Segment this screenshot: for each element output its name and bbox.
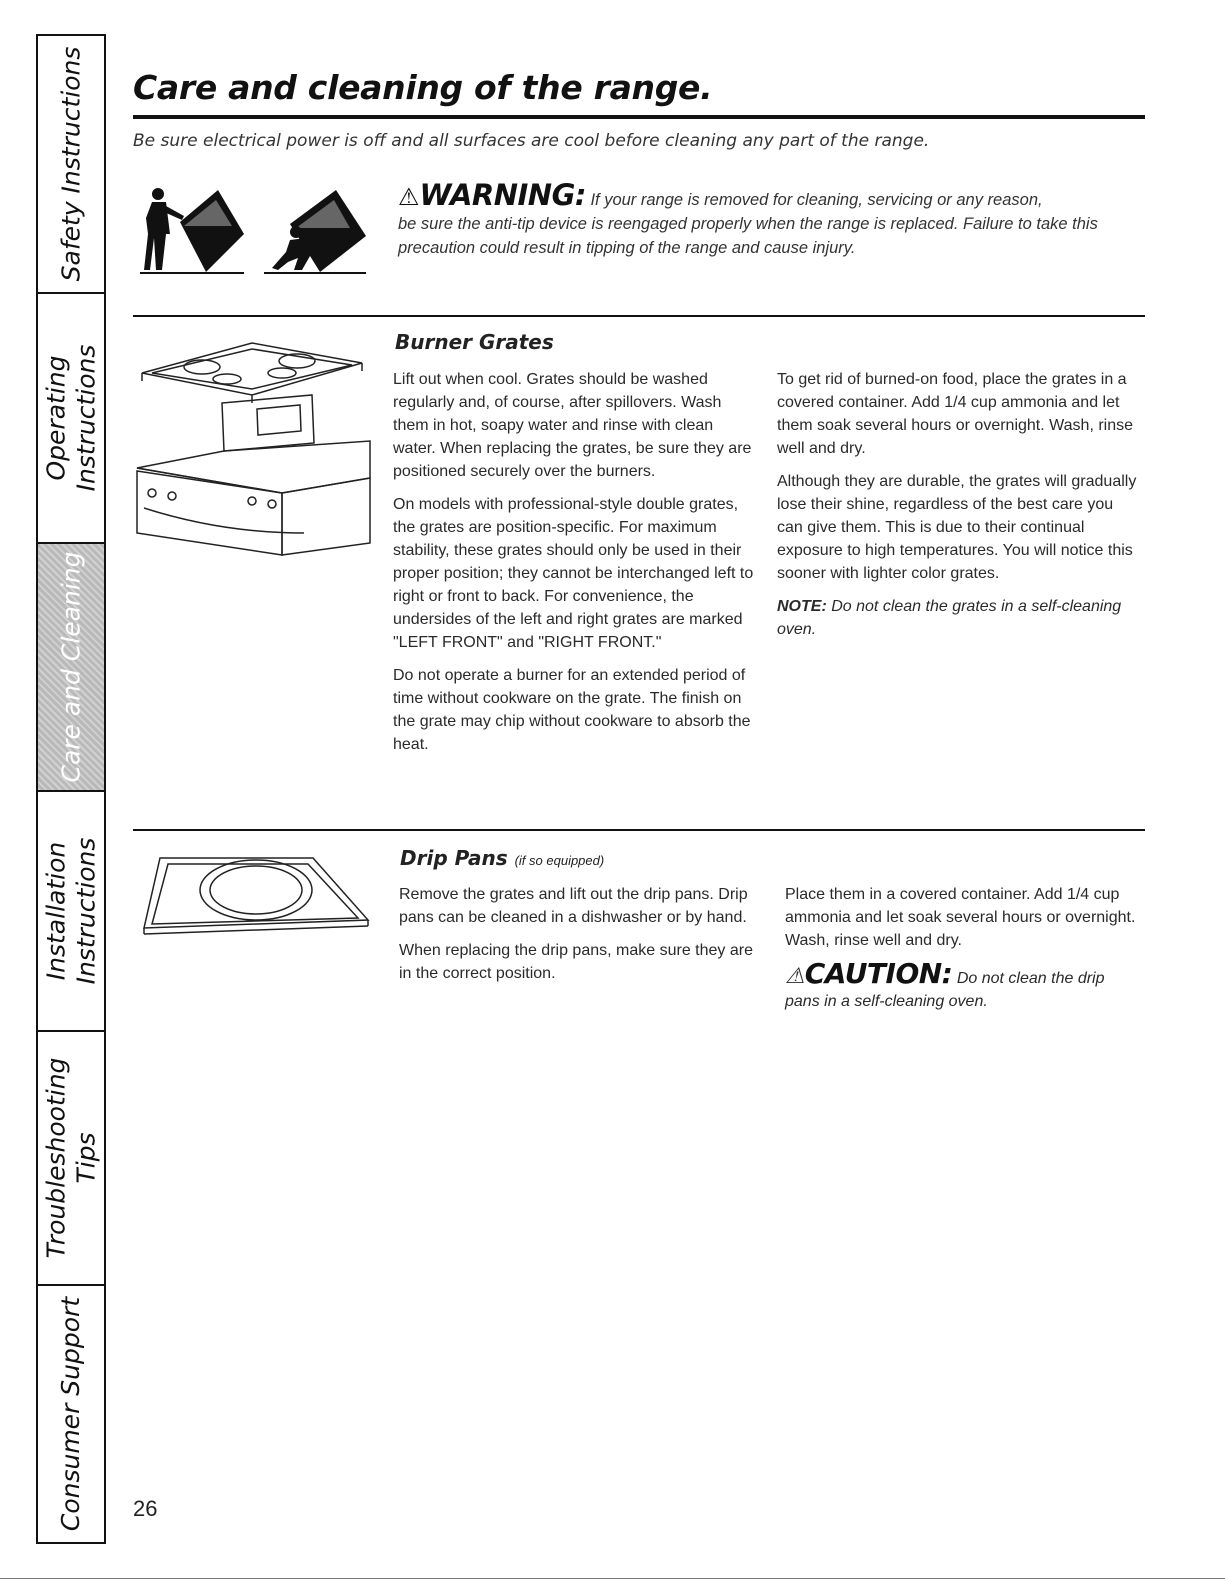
range-with-grates-illustration xyxy=(132,333,372,558)
drip-pans-title-note: (if so equipped) xyxy=(514,853,605,868)
caution-icon: ⚠ xyxy=(785,963,805,988)
drip-pans-right-column xyxy=(785,883,1140,1013)
tab-installation-instructions[interactable] xyxy=(38,792,104,1032)
sidebar-nav xyxy=(36,34,106,1544)
warning-icon: ⚠ xyxy=(398,184,420,211)
paragraph: Do not operate a burner for an extended period of time without cookware on the grate. The finish on the grate may chip without cookware to absorb the heat. xyxy=(393,667,751,753)
paragraph: Place them in a covered container. Add 1/4 cup ammonia and let soak several hours or overnight. Wash, rinse well and dry. xyxy=(785,886,1136,949)
drip-pans-title xyxy=(400,846,604,870)
page-subtitle: Be sure electrical power is off and all surfaces are cool before cleaning any part of the range. xyxy=(133,131,930,151)
burner-grates-right-column xyxy=(777,368,1139,651)
tab-label: Care and Cleaning xyxy=(56,551,86,783)
drip-pans-left-column xyxy=(399,883,769,995)
paragraph: Lift out when cool. Grates should be washed regularly and, of course, after spillovers. Wash them in hot, soapy water and rinse with clean water. When replacing the grates, be sure they are positioned securely over the burners. xyxy=(393,371,752,480)
warning-lead: If your range is removed for cleaning, servicing or any reason, xyxy=(590,191,1043,209)
caution-heading: CAUTION: xyxy=(804,957,953,990)
tab-label: Consumer Support xyxy=(56,1296,86,1532)
warning-heading: WARNING: xyxy=(419,178,586,212)
tab-safety-instructions[interactable] xyxy=(38,36,104,294)
tab-label: Operating Instructions xyxy=(41,344,101,492)
burner-grates-left-column xyxy=(393,368,755,766)
anti-tip-warning xyxy=(398,178,1143,260)
caution-text: Do not clean the drip pans in a self-cleaning oven. xyxy=(785,970,1105,1010)
tab-consumer-support[interactable] xyxy=(38,1286,104,1542)
tab-label: Safety Instructions xyxy=(56,46,85,282)
tab-label: Troubleshooting Tips xyxy=(41,1057,100,1259)
paragraph: Remove the grates and lift out the drip pans. Drip pans can be cleaned in a dishwasher or by hand. xyxy=(399,886,748,926)
page-title: Care and cleaning of the range. xyxy=(133,68,713,107)
drip-pans-title-text: Drip Pans xyxy=(400,846,508,870)
paragraph: On models with professional-style double grates, the grates are position-specific. For maximum stability, these grates should only be used in their proper position; they cannot be interchanged left to right or front to back. For convenience, the undersides of the left and right grates are marked "LEFT FRONT" and "RIGHT FRONT." xyxy=(393,496,754,651)
caution-notice xyxy=(785,957,1140,1013)
paragraph: To get rid of burned-on food, place the grates in a covered container. Add 1/4 cup ammonia and let them soak several hours or overnight. Wash, rinse well and dry. xyxy=(777,371,1134,457)
section-divider xyxy=(133,315,1145,317)
page-number: 26 xyxy=(133,1496,158,1521)
section-divider xyxy=(133,829,1145,831)
note-label: NOTE: xyxy=(777,598,827,615)
note-text: Do not clean the grates in a self-cleaning oven. xyxy=(777,598,1122,638)
tab-operating-instructions[interactable] xyxy=(38,294,104,544)
drip-pan-illustration xyxy=(138,842,370,942)
title-rule xyxy=(133,115,1145,119)
tab-label: Installation Instructions xyxy=(41,837,101,985)
paragraph: Although they are durable, the grates will gradually lose their shine, regardless of the best care you can give them. This is due to their continual exposure to high temperatures. You will notice this sooner with lighter color grates. xyxy=(777,473,1137,582)
page-bottom-rule xyxy=(0,1578,1225,1579)
paragraph: When replacing the drip pans, make sure they are in the correct position. xyxy=(399,942,753,982)
burner-grates-title: Burner Grates xyxy=(395,330,554,354)
tab-troubleshooting-tips[interactable] xyxy=(38,1032,104,1286)
anti-tip-warning-illustration xyxy=(140,172,370,280)
warning-body: be sure the anti-tip device is reengaged properly when the range is replaced. Failure to take this precaution could result in tipping of the range and cause injury. xyxy=(398,215,1098,257)
note xyxy=(777,595,1139,641)
tab-care-and-cleaning[interactable] xyxy=(38,544,104,792)
